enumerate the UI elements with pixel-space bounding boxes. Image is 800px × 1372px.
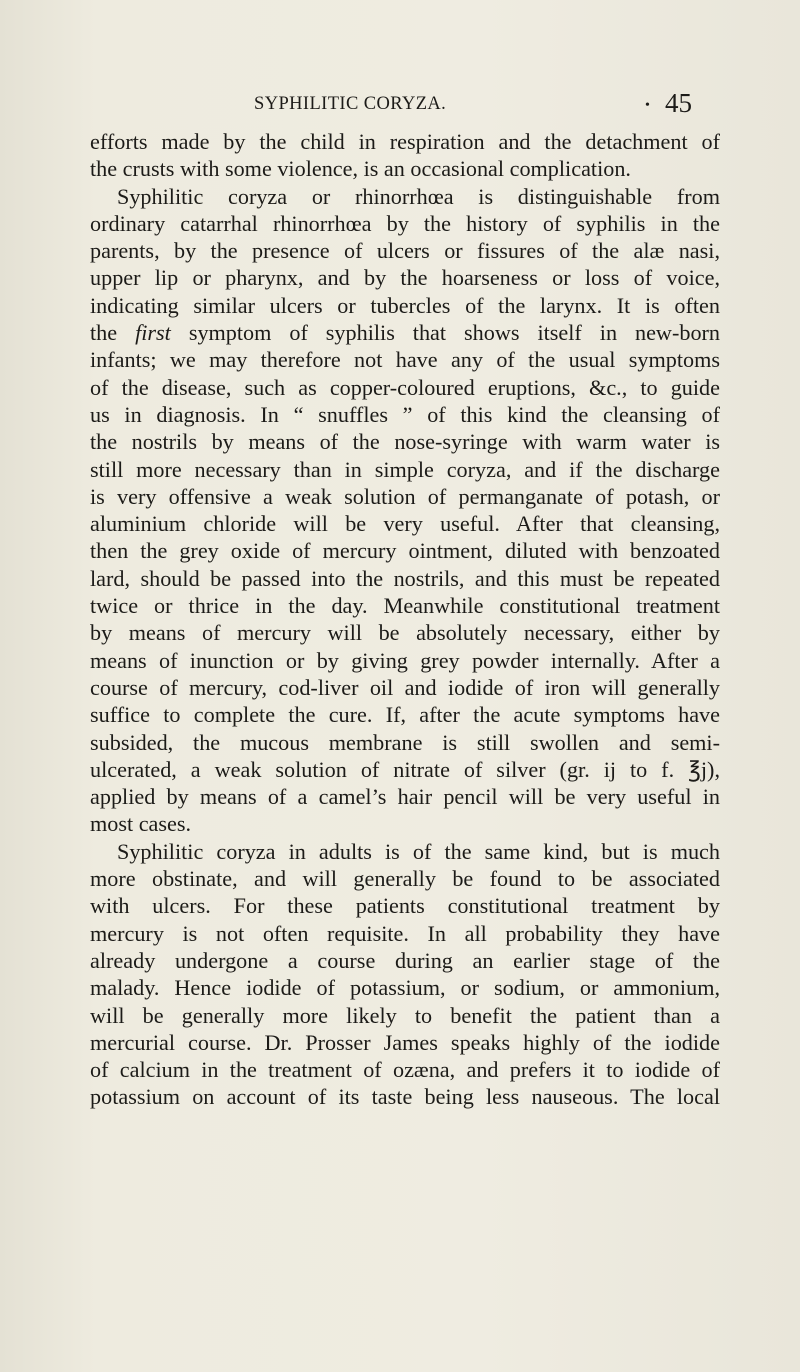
text-line: course of mercury, cod-liver oil and iodide of iron will generally [90,674,720,700]
page-number: 45 [665,88,692,118]
text-line: upper lip or pharynx, and by the hoarseness or loss of voice, [90,265,720,291]
text-line: mercurial course. Dr. Prosser James speaks highly of the iodide [90,1029,720,1055]
running-title: SYPHILITIC CORYZA. [254,94,447,114]
emphasis-first: first [135,320,171,346]
text-line: mercury is not often requisite. In all probability they have [90,920,720,946]
text-line: still more necessary than in simple coryza, and if the discharge [90,456,720,482]
paragraph-start-line: Syphilitic coryza or rhinorrhœa is distinguishable from [117,183,720,209]
text-line: efforts made by the child in respiration and the detachment of [90,129,720,154]
text-line: indicating similar ulcers or tubercles of the larynx. It is often [90,292,720,318]
text-line: applied by means of a camel’s hair pencil will be very useful in [90,784,720,810]
text-line: subsided, the mucous membrane is still swollen and semi- [90,729,720,755]
text-line: twice or thrice in the day. Meanwhile constitutional treatment [90,593,720,619]
text-line: the crusts with some violence, is an occasional complication. [90,156,631,182]
text-line: then the grey oxide of mercury ointment, diluted with benzoated [90,538,720,564]
text-line: potassium on account of its taste being less nauseous. The local [90,1084,720,1110]
text-line: more obstinate, and will generally be found to be associated [90,866,720,892]
text-line: of the disease, such as copper-coloured eruptions, &c., to guide [90,374,720,400]
text-line: suffice to complete the cure. If, after the acute symptoms have [90,702,720,728]
page-mark: • [645,98,650,113]
text-line: means of inunction or by giving grey powder internally. After a [90,647,720,673]
text-fragment: the [90,320,118,346]
text-line: is very offensive a weak solution of permanganate of potash, or [90,483,720,509]
text-line: malady. Hence iodide of potassium, or sodium, or ammonium, [90,975,720,1001]
text-line: with ulcers. For these patients constitutional treatment by [90,893,720,919]
text-line: by means of mercury will be absolutely necessary, either by [90,620,720,646]
text-line: ulcerated, a weak solution of nitrate of silver (gr. ij to f. ℥j), [90,756,720,782]
text-line: will be generally more likely to benefit the patient than a [90,1002,720,1028]
text-line: infants; we may therefore not have any of the usual symptoms [90,347,720,373]
text-line: the nostrils by means of the nose-syringe with warm water is [90,429,720,455]
text-line: of calcium in the treatment of ozæna, and prefers it to iodide of [90,1057,720,1083]
text-fragment: symptom of syphilis that shows itself in new-born [188,320,720,346]
running-head [0,88,800,118]
text-line: most cases. [90,811,192,837]
text-line: aluminium chloride will be very useful. After that cleansing, [90,511,720,537]
text-line: already undergone a course during an earlier stage of the [90,947,720,973]
text-line: ordinary catarrhal rhinorrhœa by the history of syphilis in the [90,210,720,236]
body-text [90,128,720,1111]
text-line: parents, by the presence of ulcers or fissures of the alæ nasi, [90,238,720,264]
text-line: lard, should be passed into the nostrils, and this must be repeated [90,565,720,591]
text-line: us in diagnosis. In “ snuffles ” of this kind the cleansing of [90,401,720,427]
paragraph-start-line: Syphilitic coryza in adults is of the same kind, but is much [117,838,720,864]
text-line-with-emphasis [90,319,720,346]
